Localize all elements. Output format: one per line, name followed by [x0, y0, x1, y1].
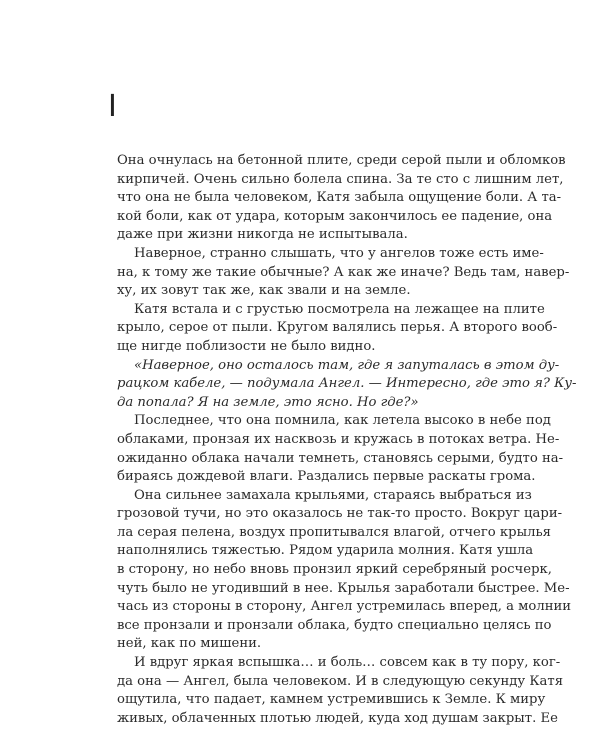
- text-line: ожиданно облака начали темнеть, становясь серыми, будто на-: [117, 450, 564, 466]
- paragraph: [117, 357, 577, 413]
- text-line: в сторону, но небо вновь пронзил яркий серебряный росчерк,: [117, 562, 552, 578]
- text-line: бираясь дождевой влаги. Раздались первые раскаты грома.: [117, 469, 536, 485]
- paragraph: [117, 412, 564, 486]
- text-line: кирпичей. Очень сильно болела спина. За те сто с лишним лет,: [117, 171, 564, 187]
- body-text: [117, 152, 577, 728]
- text-line: ла серая пелена, воздух пропитывался влагой, отчего крылья: [117, 524, 551, 540]
- text-line: «Наверное, оно осталось там, где я запуталась в этом ду-: [134, 357, 560, 373]
- text-line: Наверное, странно слышать, что у ангелов тоже есть име-: [134, 245, 544, 261]
- text-line: рацком кабеле, — подумала Ангел. — Интересно, где это я? Ку-: [117, 376, 577, 392]
- text-line: кой боли, как от удара, которым закончилось ее падение, она: [117, 208, 553, 224]
- text-line: наполнялись тяжестью. Рядом ударила молния. Катя ушла: [117, 543, 534, 559]
- text-line: ще нигде поблизости не было видно.: [117, 338, 376, 354]
- text-line: на, к тому же такие обычные? А как же иначе? Ведь там, навер-: [117, 264, 570, 280]
- text-line: Она очнулась на бетонной плите, среди серой пыли и обломков: [117, 153, 566, 168]
- text-line: что она не была человеком, Катя забыла ощущение боли. А та-: [117, 190, 562, 206]
- text-line: все пронзали и пронзали облака, будто специально целясь по: [117, 617, 552, 633]
- text-line: живых, облаченных плотью людей, куда ход душам закрыт. Ее: [117, 710, 558, 726]
- paragraph: [117, 301, 558, 357]
- text-line: Катя встала и с грустью посмотрела на лежащее на плите: [134, 301, 545, 317]
- text-line: ней, как по мишени.: [117, 636, 262, 652]
- paragraph: [117, 245, 570, 301]
- text-line: облаками, пронзая их насквозь и кружась в потоках ветра. Не-: [117, 431, 560, 447]
- text-line: Последнее, что она помнила, как летела высоко в небе под: [134, 413, 551, 429]
- paragraph: [117, 654, 564, 728]
- text-line: да попала? Я на земле, это ясно. Но где?»: [117, 394, 419, 410]
- paragraph: [117, 487, 572, 654]
- text-line: ху, их зовут так же, как звали и на земле.: [117, 283, 411, 299]
- text-line: чуть было не угодивший в нее. Крылья заработали быстрее. Ме-: [117, 580, 570, 596]
- text-line: И вдруг яркая вспышка… и боль… совсем как в ту пору, ког-: [134, 655, 561, 671]
- text-line: крыло, серое от пыли. Кругом валялись перья. А второго вооб-: [117, 320, 558, 336]
- text-line: Она сильнее замахала крыльями, стараясь выбраться из: [134, 487, 532, 503]
- text-line: даже при жизни никогда не испытывала.: [117, 227, 408, 243]
- text-line: да она — Ангел, была человеком. И в следующую секунду Катя: [117, 673, 564, 689]
- chapter-number: I: [108, 89, 117, 124]
- paragraph: [117, 152, 566, 245]
- text-line: грозовой тучи, но это оказалось не так-то просто. Вокруг цари-: [117, 506, 563, 522]
- text-line: ощутила, что падает, камнем устремившись к Земле. К миру: [117, 692, 546, 708]
- text-line: чась из стороны в сторону, Ангел устремилась вперед, а молнии: [117, 599, 572, 615]
